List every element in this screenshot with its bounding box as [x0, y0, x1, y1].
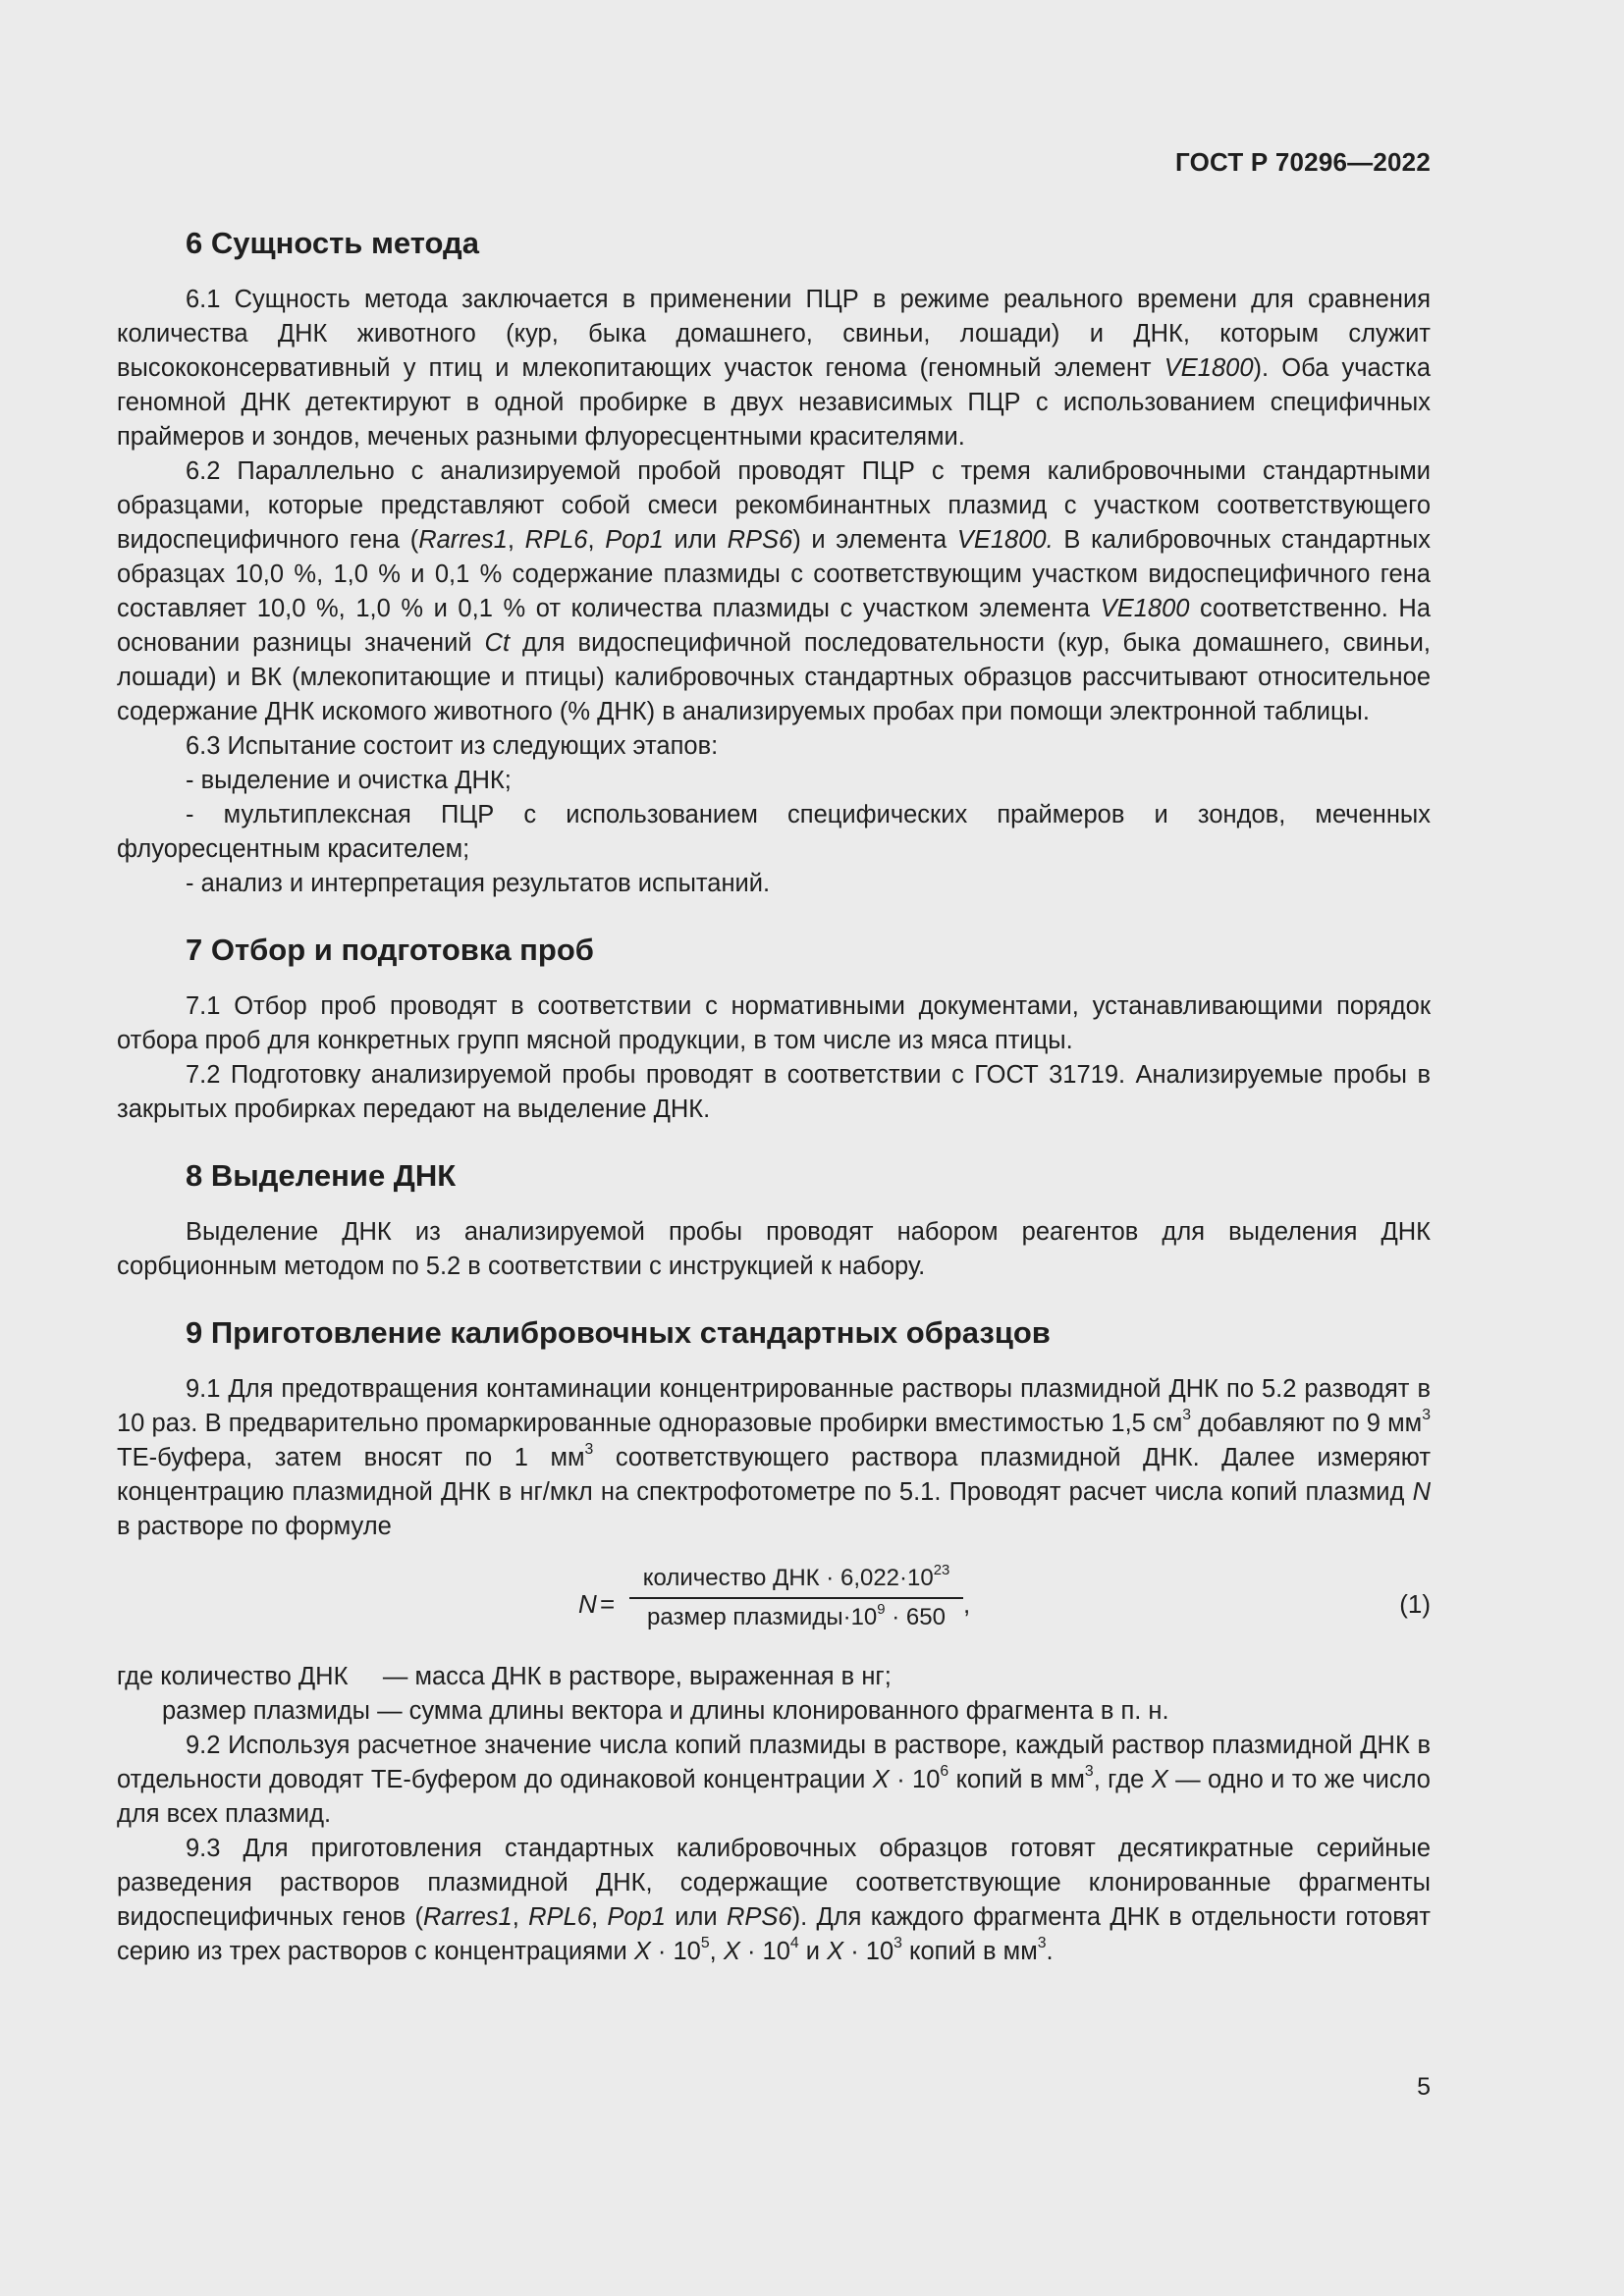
section-7-title: 7 Отбор и подготовка проб [186, 933, 594, 967]
formula-comma: , [963, 1589, 971, 1619]
section-6-title: 6 Сущность метода [186, 226, 479, 260]
page-content [117, 0, 1431, 1969]
section-9-title: 9 Приготовление калибровочных стандартных образцов [186, 1315, 1051, 1350]
section-8-title: 8 Выделение ДНК [186, 1158, 457, 1193]
paragraph-9-2: 9.2 Используя расчетное значение числа копий плазмиды в растворе, каждый раствор плазмидной ДНК в отдельности доводят ТЕ-буфером до одинаковой концентрации $X \cdot 10^6$ копий в $мм^3$, где X — одно и то же число для всех плазмид. [117, 1732, 1431, 1828]
list-item: - мультиплексная ПЦР с использованием специфических праймеров и зондов, меченных флуоресцентным красителем; [117, 801, 1431, 863]
paragraph-7-1: 7.1 Отбор проб проводят в соответствии с нормативными документами, устанавливающими порядок отбора проб для конкретных групп мясной продукции, в том числе из мяса птицы. [117, 992, 1431, 1054]
formula-number: (1) [1399, 1589, 1431, 1619]
document-header: ГОСТ Р 70296—2022 [1175, 147, 1431, 177]
list-item: - выделение и очистка ДНК; [186, 767, 512, 794]
formula-numerator: количество ДНК · $6,022\cdot 10^{23}$ [642, 1562, 950, 1591]
list-item: - анализ и интерпретация результатов испытаний. [186, 870, 771, 897]
formula-explanation: размер плазмиды — сумма длины вектора и длины клонированного фрагмента в п. н. [162, 1697, 1169, 1725]
paragraph-9-3: 9.3 Для приготовления стандартных калибровочных образцов готовят десятикратные серийные разведения растворов плазмидной ДНК, содержащие соответствующие клонированные фрагменты видоспецифичных генов (Rarres1, RPL6, Pop1 или RPS6). Для каждого фрагмента ДНК в отдельности готовят серию из трех растворов с концентрациями $X \cdot 10^5$, $X \cdot 10^4$ и $X \cdot 10^3$ копий в $мм^3$. [117, 1835, 1431, 1965]
page-number: 5 [1417, 2073, 1431, 2101]
fraction-bar [629, 1597, 963, 1599]
formula-explanation: где количество ДНК — масса ДНК в растворе, выраженная в нг; [117, 1663, 892, 1690]
formula-lhs: N [578, 1589, 597, 1619]
paragraph-6-2: 6.2 Параллельно с анализируемой пробой проводят ПЦР с тремя калибровочными стандартными образцами, которые представляют собой смеси рекомбинантных плазмид с участком соответствующего видоспецифичного гена (Rarres1, RPL6, Pop1 или RPS6) и элемента VE1800. В калибровочных стандартных образцах 10,0 %, 1,0 % и 0,1 % содержание плазмиды с соответствующим участком видоспецифичного гена составляет 10,0 %, 1,0 % и 0,1 % от количества плазмиды с участком элемента VE1800 соответственно. На основании разницы значений Ct для видоспецифичной последовательности (кур, быка домашнего, свиньи, лошади) и ВК (млекопитающие и птицы) калибровочных стандартных образцов рассчитывают относительное содержание ДНК искомого животного (% ДНК) в анализируемых пробах при помощи электронной таблицы. [117, 457, 1432, 725]
paragraph-7-2: 7.2 Подготовку анализируемой пробы проводят в соответствии с ГОСТ 31719. Анализируемые пробы в закрытых пробирках передают на выделение ДНК. [117, 1061, 1431, 1123]
formula-fraction [629, 1562, 963, 1634]
formula-1 [117, 1562, 1431, 1652]
formula-denominator: размер $плазмиды\cdot 10^9 \cdot 650$ [647, 1601, 946, 1630]
paragraph-6-3: 6.3 Испытание состоит из следующих этапов: [186, 732, 719, 760]
paragraph-8: Выделение ДНК из анализируемой пробы проводят набором реагентов для выделения ДНК сорбционным методом по 5.2 в соответствии с инструкцией к набору. [117, 1218, 1431, 1280]
paragraph-6-1: 6.1 Сущность метода заключается в применении ПЦР в режиме реального времени для сравнения количества ДНК животного (кур, быка домашнего, свиньи, лошади) и ДНК, которым служит высококонсервативный у птиц и млекопитающих участок генома (геномный элемент VE1800). Оба участка геномной ДНК детектируют в одной пробирке в двух независимых ПЦР с использованием специфичных праймеров и зондов, меченых разными флуоресцентными красителями. [117, 286, 1432, 451]
formula-equals: = [600, 1589, 616, 1619]
paragraph-9-1: 9.1 Для предотвращения контаминации концентрированные растворы плазмидной ДНК по 5.2 разводят в 10 раз. В предварительно промаркированные одноразовые пробирки вместимостью 1,5 $см^3$ добавляют по 9 $мм^3$ ТЕ-буфера, затем вносят по 1 $мм^3$ соответствующего раствора плазмидной ДНК. Далее измеряют концентрацию плазмидной ДНК в нг/мкл на спектрофотометре по 5.1. Проводят расчет числа копий плазмид N в растворе по формуле [117, 1375, 1431, 1540]
